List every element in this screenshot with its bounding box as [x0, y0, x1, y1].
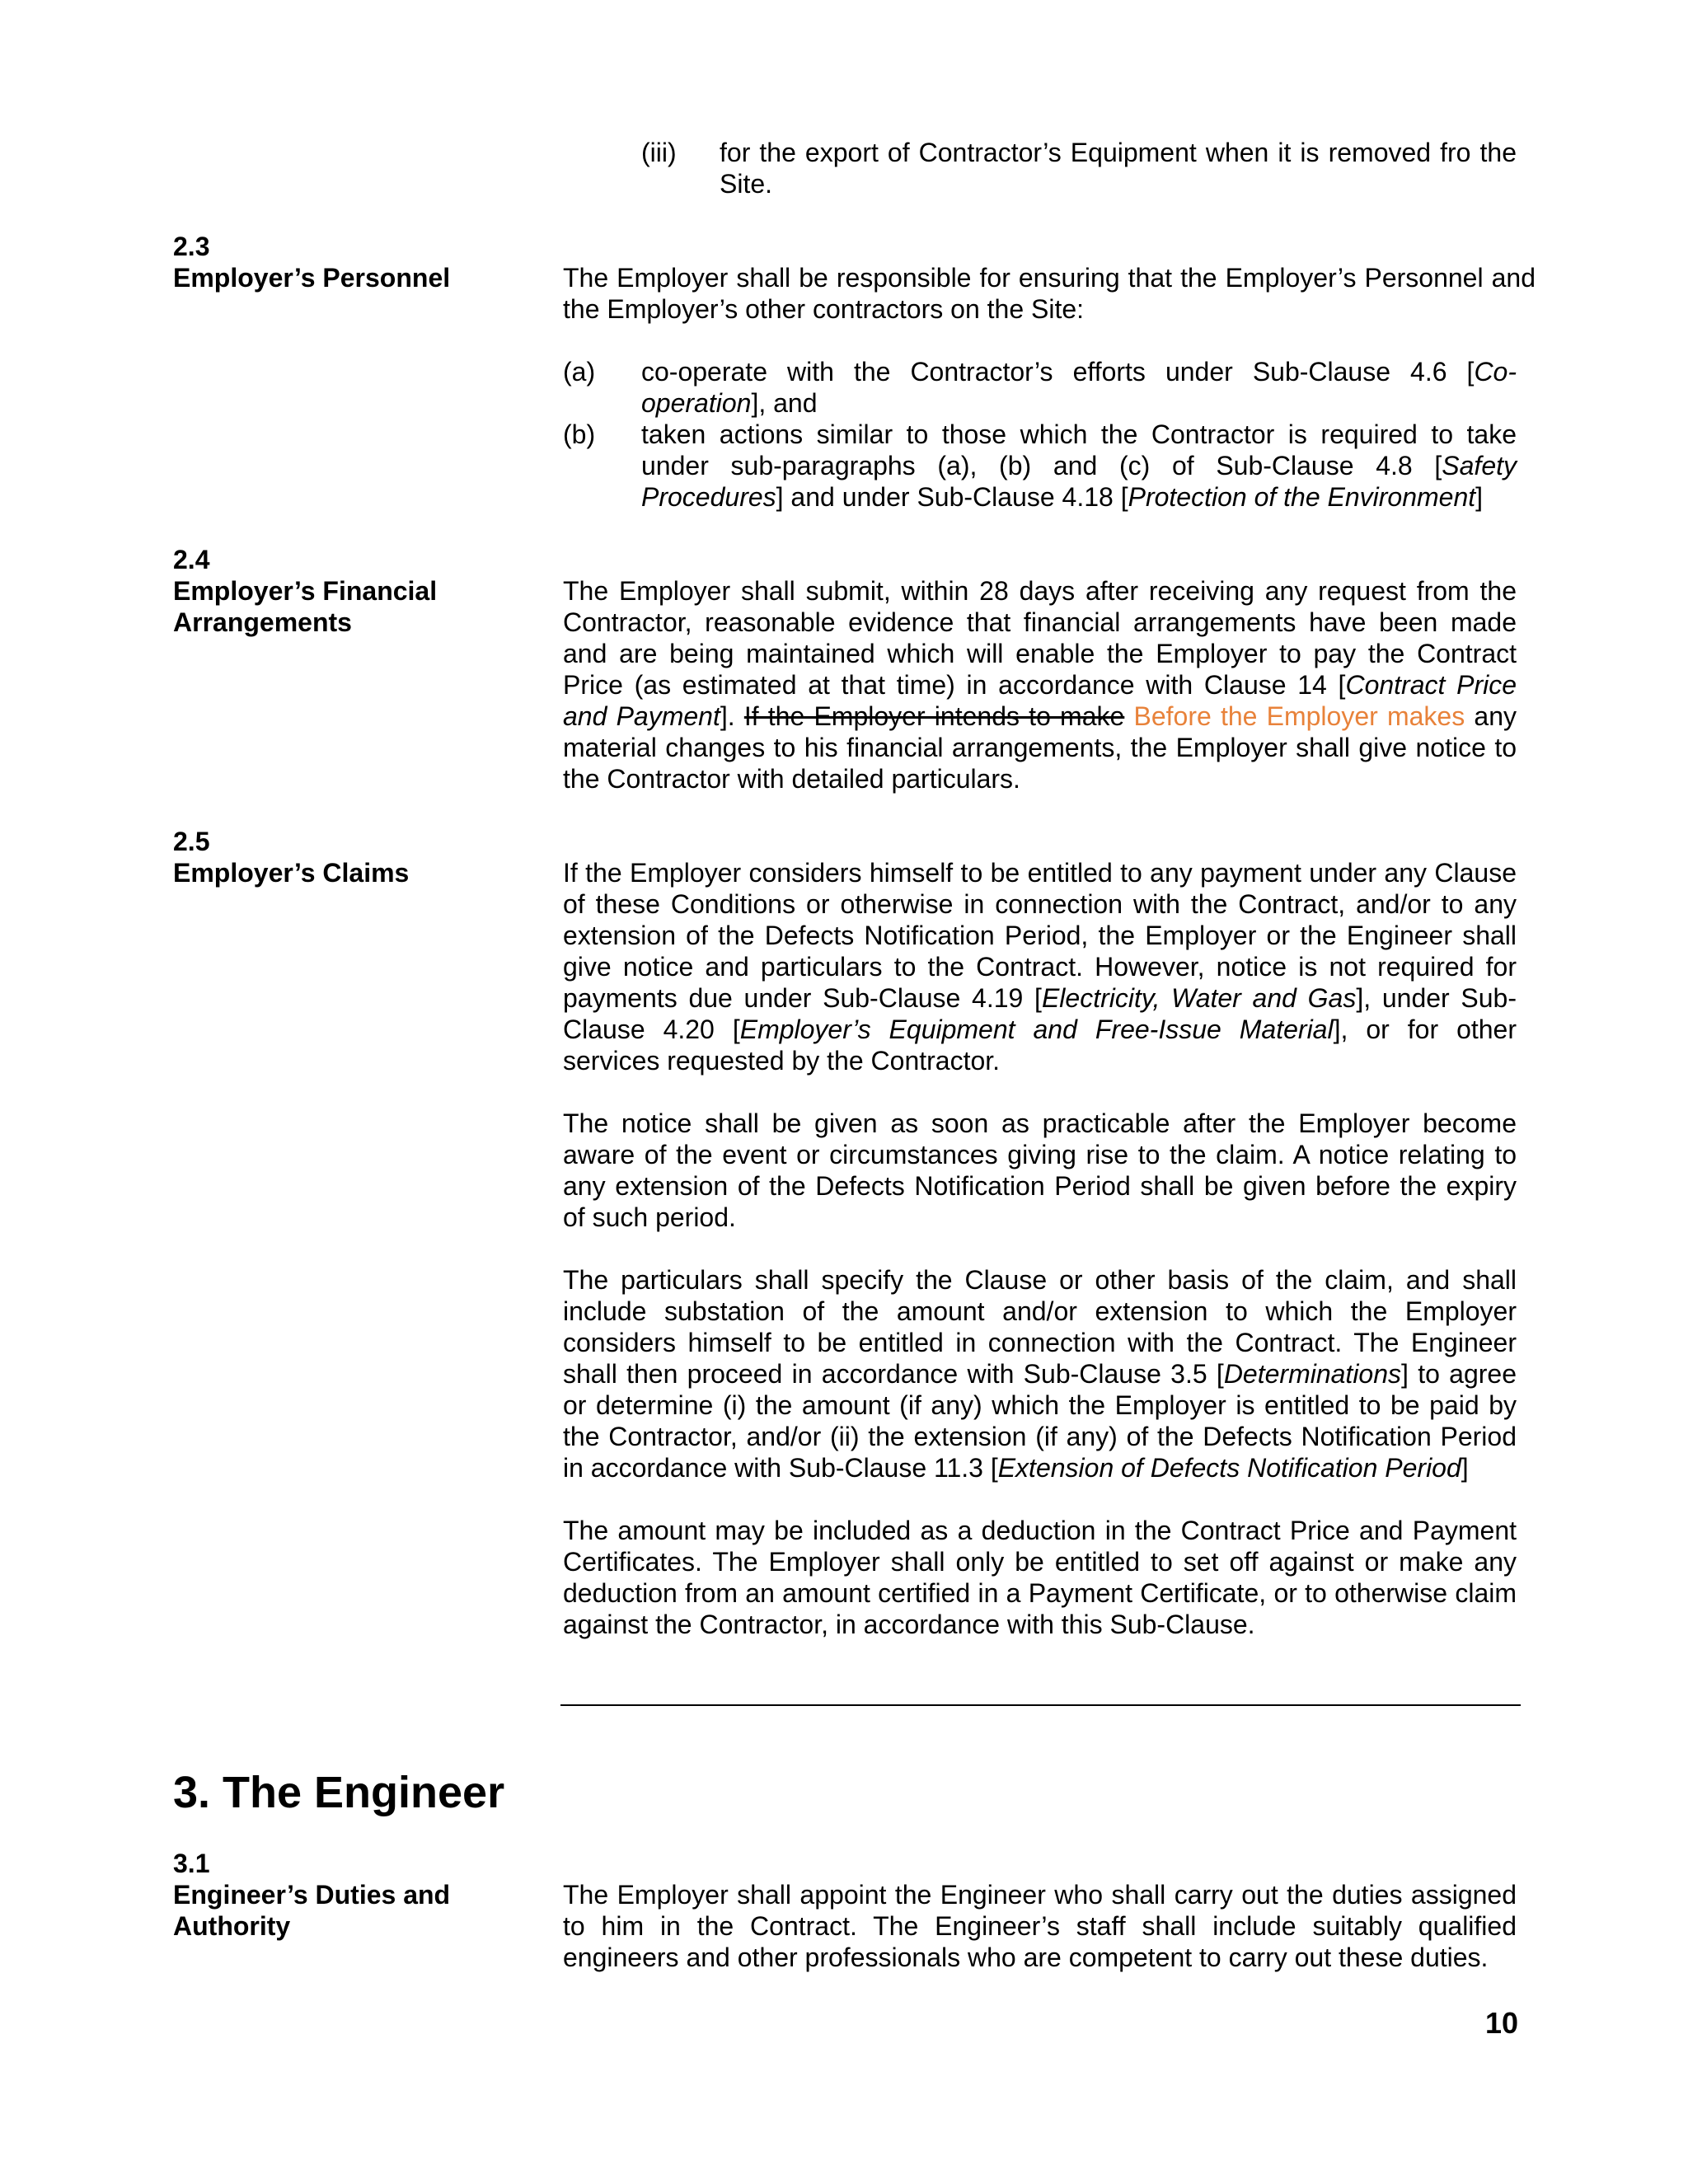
section-title: Employer’s Personnel: [173, 263, 451, 293]
text-run: co-operate with the Contractor’s efforts under Sub-Clause 4.6 [: [641, 357, 1475, 387]
paragraph: The amount may be included as a deduction in the Contract Price and Payment Certificates. The Employer shall only be entitled to set off against or make any deduction from an amount certified in a Payment Certificate, or to otherwise claim against the Contractor, in accordance with this Sub-Clause.: [563, 1516, 1517, 1639]
text-run: The particulars shall specify the Clause or other basis of the claim, and shall include substation of the amount and/or extension to which the Employer considers himself to be entitled in connection with the Contract. The Engineer shall then proceed in accordance with Sub-Clause 3.5 [: [563, 1265, 1517, 1389]
text-run: ], and: [751, 388, 818, 418]
horizontal-divider: [560, 1704, 1521, 1706]
paragraph: [563, 1264, 1517, 1483]
list-text: for the export of Contractor’s Equipment when it is removed fro the Site.: [720, 138, 1517, 199]
italic-reference: Protection of the Environment: [1128, 482, 1476, 512]
section-title: [173, 1879, 450, 1942]
text-run: ] and under Sub-Clause 4.18 [: [776, 482, 1128, 512]
title-line: Authority: [173, 1911, 291, 1941]
text-run: ]: [1475, 482, 1484, 512]
list-item-iii: [641, 137, 1517, 203]
paragraph: The Employer shall be responsible for ensuring that the Employer’s Personnel and the Employer’s other contractors on the Site:: [563, 263, 1536, 324]
list-item-a: [563, 356, 1517, 422]
italic-reference: Contract Price and Payment: [563, 670, 1517, 731]
text-run: ].: [720, 701, 744, 731]
list-marker: (b): [563, 419, 596, 449]
italic-reference: Extension of Defects Notification Period: [997, 1453, 1461, 1483]
inserted-text: Before the Employer makes: [1124, 701, 1465, 731]
page-number: 10: [1484, 2006, 1518, 2040]
title-line: Employer’s Financial: [173, 576, 438, 606]
text-run: taken actions similar to those which the Contractor is required to take under sub-paragraphs (a), (b) and (c) of Sub-Clause 4.8 [: [641, 419, 1517, 480]
paragraph: The notice shall be given as soon as practicable after the Employer become aware of the event or circumstances giving rise to the claim. A notice relating to any extension of the Defects Notification Period shall be given before the expiry of such period.: [563, 1108, 1517, 1232]
italic-reference: Safety Procedures: [641, 451, 1517, 512]
italic-reference: Employer’s Equipment and Free-Issue Material: [739, 1015, 1334, 1044]
title-line: Engineer’s Duties and: [173, 1880, 451, 1910]
text-run: If the Employer considers himself to be entitled to any payment under any Clause of these Conditions or otherwise in connection with the Contract, and/or to any extension of the Defects Notification Period, the Employer or the Engineer shall give notice and particulars to the Contract. However, notice is not required for payments due under Sub-Clause 4.19 [: [563, 858, 1517, 1013]
section-body: [563, 262, 1536, 325]
section-number: 3.1: [173, 1849, 210, 1878]
text-run: The Employer shall submit, within 28 days after receiving any request from the Contractor, reasonable evidence that financial arrangements have been made and are being maintained which will enable the Employer to pay the Contract Price (as estimated at that time) in accordance with Clause 14 [: [563, 576, 1517, 700]
section-body: [563, 857, 1517, 1640]
clause-heading: 3. The Engineer: [173, 1768, 505, 1817]
list-item-b: [563, 419, 1517, 518]
section-number: 2.5: [173, 827, 210, 856]
text-run: any material changes to his financial arrangements, the Employer shall give notice to the Contractor with detailed particulars.: [563, 701, 1517, 794]
section-number: 2.4: [173, 545, 210, 574]
deleted-text: If the Employer intends to make: [743, 701, 1125, 731]
text-run: ]: [1461, 1453, 1469, 1483]
section-body: [563, 1879, 1517, 1973]
italic-reference: Electricity, Water and Gas: [1041, 983, 1357, 1013]
title-line: Arrangements: [173, 607, 352, 637]
italic-reference: Determinations: [1223, 1359, 1402, 1389]
section-body: [563, 575, 1517, 794]
italic-reference: Co-operation: [641, 357, 1517, 418]
section-title: [173, 575, 437, 638]
paragraph: [563, 575, 1517, 794]
list-marker: (iii): [641, 138, 677, 167]
section-title: Employer’s Claims: [173, 858, 410, 888]
section-number: 2.3: [173, 232, 210, 261]
text-run: ], or for other services requested by the Contractor.: [563, 1015, 1517, 1076]
paragraph: [563, 857, 1517, 1076]
list-marker: (a): [563, 357, 596, 387]
text-run: ], under Sub-Clause 4.20 [: [563, 983, 1517, 1044]
list-text: [641, 356, 1517, 419]
list-text: [641, 419, 1517, 513]
paragraph: The Employer shall appoint the Engineer who shall carry out the duties assigned to him in the Contract. The Engineer’s staff shall include suitably qualified engineers and other professionals who are competent to carry out these duties.: [563, 1880, 1517, 1972]
text-run: ] to agree or determine (i) the amount (if any) which the Employer is entitled to be paid by the Contractor, and/or (ii) the extension (if any) of the Defects Notification Period in accordance with Sub-Clause 11.3 [: [563, 1359, 1517, 1483]
